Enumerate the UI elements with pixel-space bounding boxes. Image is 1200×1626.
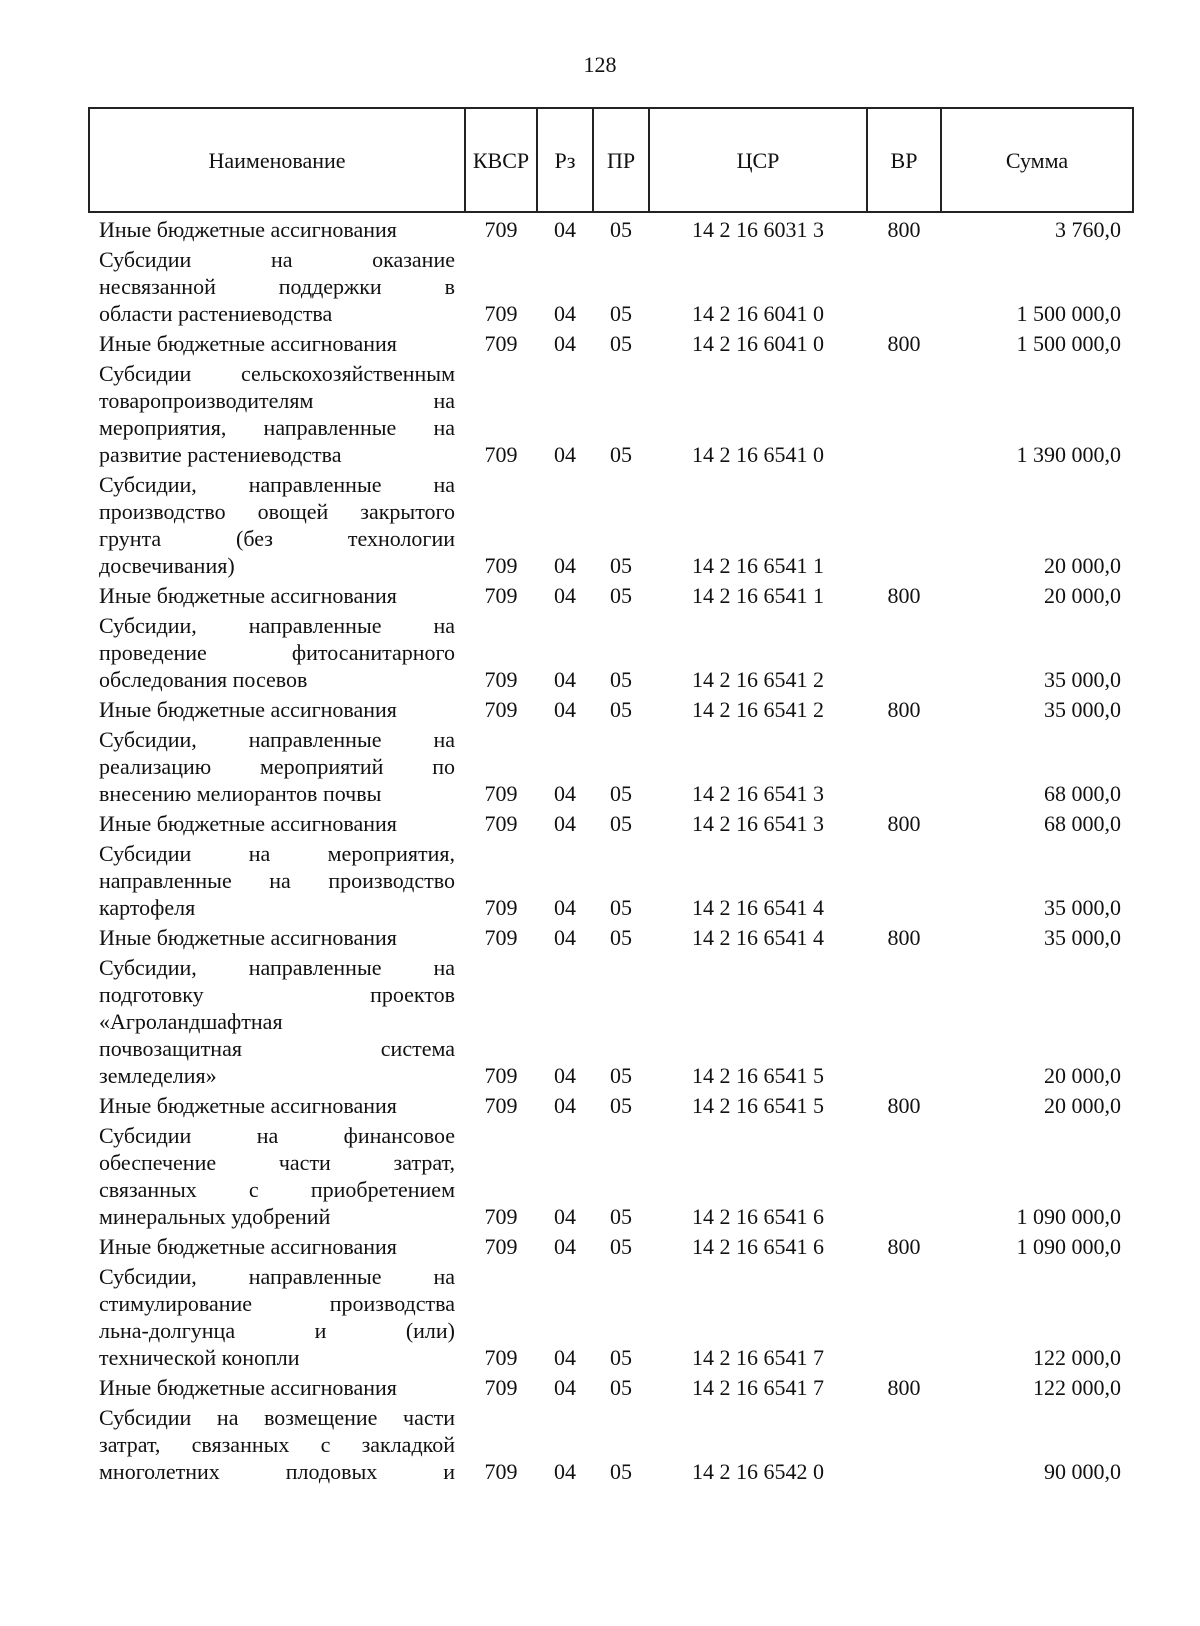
row-vr: 800 <box>887 925 921 950</box>
row-vr: 800 <box>887 1093 921 1118</box>
row-kvsr: 709 <box>484 1063 518 1088</box>
row-name-line: области растениеводства <box>99 301 333 326</box>
row-name-line: затрат, связанных с закладкой <box>99 1432 455 1457</box>
row-name-line: несвязанной поддержки в <box>99 274 455 299</box>
row-name-line: Иные бюджетные ассигнования <box>99 697 397 722</box>
row-csr: 14 2 16 6542 0 <box>692 1459 824 1484</box>
row-kvsr: 709 <box>484 1459 518 1484</box>
table-row <box>89 609 1133 693</box>
row-name-line: Иные бюджетные ассигнования <box>99 1234 397 1259</box>
row-name <box>89 1260 465 1371</box>
table-row <box>89 1089 1133 1119</box>
row-sum: 20 000,0 <box>1044 1063 1121 1088</box>
row-sum: 35 000,0 <box>1044 925 1121 950</box>
row-name-line: реализацию мероприятий по <box>99 754 455 779</box>
row-kvsr: 709 <box>484 925 518 950</box>
table-row <box>89 837 1133 921</box>
table-row <box>89 357 1133 468</box>
row-pr: 05 <box>610 811 632 836</box>
row-kvsr: 709 <box>484 1234 518 1259</box>
row-pr: 05 <box>610 895 632 920</box>
row-name-line: досвечивания) <box>99 553 235 578</box>
row-name-line: Иные бюджетные ассигнования <box>99 583 397 608</box>
row-name-line: Субсидии, направленные на <box>99 727 455 752</box>
row-csr: 14 2 16 6031 3 <box>692 217 824 242</box>
row-csr: 14 2 16 6541 7 <box>692 1345 824 1370</box>
row-name <box>89 327 465 357</box>
row-name <box>89 609 465 693</box>
row-kvsr: 709 <box>484 301 518 326</box>
row-name-line: технической конопли <box>99 1345 300 1370</box>
row-name <box>89 1401 465 1485</box>
row-sum: 3 760,0 <box>1055 217 1121 242</box>
row-csr: 14 2 16 6041 0 <box>692 301 824 326</box>
table-row <box>89 951 1133 1089</box>
row-name-line: картофеля <box>99 895 196 920</box>
row-name <box>89 243 465 327</box>
row-name <box>89 921 465 951</box>
row-sum: 35 000,0 <box>1044 697 1121 722</box>
row-name <box>89 212 465 243</box>
row-vr <box>867 243 941 327</box>
header-kvsr: КВСР <box>465 108 537 212</box>
row-name-line: Субсидии, направленные на <box>99 955 455 980</box>
row-name-line: развитие растениеводства <box>99 442 342 467</box>
row-kvsr: 709 <box>484 667 518 692</box>
row-name-line: стимулирование производства <box>99 1291 455 1316</box>
row-name <box>89 1230 465 1260</box>
row-name <box>89 579 465 609</box>
row-sum: 1 090 000,0 <box>1016 1204 1121 1229</box>
row-kvsr: 709 <box>484 811 518 836</box>
page-number: 128 <box>583 52 617 77</box>
row-name-line: Иные бюджетные ассигнования <box>99 1375 397 1400</box>
row-pr: 05 <box>610 1459 632 1484</box>
table-row <box>89 1230 1133 1260</box>
row-kvsr: 709 <box>484 553 518 578</box>
row-rz: 04 <box>554 781 576 806</box>
row-sum: 122 000,0 <box>1033 1375 1121 1400</box>
row-name <box>89 837 465 921</box>
row-pr: 05 <box>610 1063 632 1088</box>
row-sum: 35 000,0 <box>1044 667 1121 692</box>
row-name-line: грунта (без технологии <box>99 526 455 551</box>
row-name <box>89 1089 465 1119</box>
row-pr: 05 <box>610 1375 632 1400</box>
row-name <box>89 723 465 807</box>
row-vr <box>867 609 941 693</box>
row-name-line: Субсидии на мероприятия, <box>99 841 455 866</box>
row-name <box>89 1371 465 1401</box>
row-sum: 1 500 000,0 <box>1016 301 1121 326</box>
row-name-line: производство овощей закрытого <box>99 499 455 524</box>
table-row <box>89 1119 1133 1230</box>
row-kvsr: 709 <box>484 781 518 806</box>
row-csr: 14 2 16 6541 3 <box>692 811 824 836</box>
row-pr: 05 <box>610 1345 632 1370</box>
row-rz: 04 <box>554 553 576 578</box>
row-vr <box>867 837 941 921</box>
row-pr: 05 <box>610 667 632 692</box>
row-kvsr: 709 <box>484 1345 518 1370</box>
row-kvsr: 709 <box>484 697 518 722</box>
row-rz: 04 <box>554 667 576 692</box>
row-pr: 05 <box>610 553 632 578</box>
row-kvsr: 709 <box>484 583 518 608</box>
row-vr <box>867 723 941 807</box>
row-csr: 14 2 16 6541 1 <box>692 553 824 578</box>
row-rz: 04 <box>554 895 576 920</box>
table-row <box>89 243 1133 327</box>
row-name-line: Субсидии, направленные на <box>99 613 455 638</box>
row-csr: 14 2 16 6541 5 <box>692 1063 824 1088</box>
row-name-line: Иные бюджетные ассигнования <box>99 925 397 950</box>
row-name-line: Субсидии сельскохозяйственным <box>99 361 455 386</box>
row-name-line: Иные бюджетные ассигнования <box>99 1093 397 1118</box>
row-kvsr: 709 <box>484 1093 518 1118</box>
row-rz: 04 <box>554 331 576 356</box>
row-name-line: Иные бюджетные ассигнования <box>99 331 397 356</box>
row-rz: 04 <box>554 301 576 326</box>
row-name-line: Субсидии на оказание <box>99 247 455 272</box>
row-rz: 04 <box>554 217 576 242</box>
row-rz: 04 <box>554 925 576 950</box>
row-pr: 05 <box>610 442 632 467</box>
table-header <box>89 108 1133 212</box>
header-csr: ЦСР <box>649 108 867 212</box>
row-name <box>89 951 465 1089</box>
row-rz: 04 <box>554 1063 576 1088</box>
row-name-line: проведение фитосанитарного <box>99 640 455 665</box>
table-row <box>89 579 1133 609</box>
row-pr: 05 <box>610 331 632 356</box>
row-vr <box>867 468 941 579</box>
row-rz: 04 <box>554 1234 576 1259</box>
row-sum: 68 000,0 <box>1044 811 1121 836</box>
row-name <box>89 1119 465 1230</box>
row-sum: 20 000,0 <box>1044 1093 1121 1118</box>
row-rz: 04 <box>554 1093 576 1118</box>
row-csr: 14 2 16 6541 6 <box>692 1204 824 1229</box>
table-row <box>89 1260 1133 1371</box>
row-csr: 14 2 16 6541 4 <box>692 925 824 950</box>
row-kvsr: 709 <box>484 331 518 356</box>
row-rz: 04 <box>554 1375 576 1400</box>
row-kvsr: 709 <box>484 217 518 242</box>
row-vr <box>867 1119 941 1230</box>
row-vr <box>867 951 941 1089</box>
row-name-line: льна-долгунца и (или) <box>99 1318 455 1343</box>
row-sum: 20 000,0 <box>1044 553 1121 578</box>
row-name-line: «Агроландшафтная <box>99 1009 283 1034</box>
row-vr <box>867 357 941 468</box>
row-kvsr: 709 <box>484 1375 518 1400</box>
row-rz: 04 <box>554 442 576 467</box>
row-sum: 90 000,0 <box>1044 1459 1121 1484</box>
header-rz: Рз <box>537 108 593 212</box>
row-pr: 05 <box>610 217 632 242</box>
row-pr: 05 <box>610 1093 632 1118</box>
row-vr: 800 <box>887 811 921 836</box>
row-sum: 122 000,0 <box>1033 1345 1121 1370</box>
row-vr: 800 <box>887 1234 921 1259</box>
header-pr: ПР <box>593 108 649 212</box>
row-rz: 04 <box>554 1345 576 1370</box>
row-name-line: обследования посевов <box>99 667 308 692</box>
row-kvsr: 709 <box>484 442 518 467</box>
row-kvsr: 709 <box>484 1204 518 1229</box>
row-name-line: Субсидии на возмещение части <box>99 1405 455 1430</box>
row-csr: 14 2 16 6541 5 <box>692 1093 824 1118</box>
row-vr <box>867 1260 941 1371</box>
row-name-line: минеральных удобрений <box>99 1204 331 1229</box>
row-sum: 1 500 000,0 <box>1016 331 1121 356</box>
row-pr: 05 <box>610 925 632 950</box>
budget-table <box>88 107 1134 1485</box>
row-vr: 800 <box>887 697 921 722</box>
row-name <box>89 357 465 468</box>
row-vr <box>867 1401 941 1485</box>
row-name-line: связанных с приобретением <box>99 1177 455 1202</box>
row-pr: 05 <box>610 781 632 806</box>
row-pr: 05 <box>610 697 632 722</box>
row-vr: 800 <box>887 1375 921 1400</box>
row-name-line: мероприятия, направленные на <box>99 415 455 440</box>
row-vr: 800 <box>887 583 921 608</box>
table-row <box>89 693 1133 723</box>
row-sum: 68 000,0 <box>1044 781 1121 806</box>
row-pr: 05 <box>610 301 632 326</box>
row-name-line: Иные бюджетные ассигнования <box>99 811 397 836</box>
row-name-line: направленные на производство <box>99 868 455 893</box>
row-name-line: Иные бюджетные ассигнования <box>99 217 397 242</box>
row-name-line: Субсидии, направленные на <box>99 472 455 497</box>
table-row <box>89 921 1133 951</box>
row-kvsr: 709 <box>484 895 518 920</box>
row-vr: 800 <box>887 217 921 242</box>
row-sum: 1 390 000,0 <box>1016 442 1121 467</box>
row-name <box>89 693 465 723</box>
row-rz: 04 <box>554 1459 576 1484</box>
table-row <box>89 212 1133 243</box>
header-vr: ВР <box>867 108 941 212</box>
table-row <box>89 327 1133 357</box>
row-name-line: внесению мелиорантов почвы <box>99 781 382 806</box>
row-rz: 04 <box>554 697 576 722</box>
table-row <box>89 1401 1133 1485</box>
row-sum: 1 090 000,0 <box>1016 1234 1121 1259</box>
row-name-line: товаропроизводителям на <box>99 388 455 413</box>
row-sum: 20 000,0 <box>1044 583 1121 608</box>
row-name-line: Субсидии, направленные на <box>99 1264 455 1289</box>
row-rz: 04 <box>554 583 576 608</box>
table-body <box>89 212 1133 1485</box>
row-csr: 14 2 16 6541 0 <box>692 442 824 467</box>
row-rz: 04 <box>554 811 576 836</box>
table-row <box>89 807 1133 837</box>
row-name-line: обеспечение части затрат, <box>99 1150 455 1175</box>
row-csr: 14 2 16 6541 2 <box>692 667 824 692</box>
row-name <box>89 807 465 837</box>
row-name-line: подготовку проектов <box>99 982 455 1007</box>
row-sum: 35 000,0 <box>1044 895 1121 920</box>
row-rz: 04 <box>554 1204 576 1229</box>
row-csr: 14 2 16 6541 3 <box>692 781 824 806</box>
row-pr: 05 <box>610 1234 632 1259</box>
row-pr: 05 <box>610 583 632 608</box>
table-row <box>89 468 1133 579</box>
row-csr: 14 2 16 6541 7 <box>692 1375 824 1400</box>
row-csr: 14 2 16 6541 2 <box>692 697 824 722</box>
row-csr: 14 2 16 6541 1 <box>692 583 824 608</box>
row-name-line: земледелия» <box>99 1063 217 1088</box>
header-name: Наименование <box>89 108 465 212</box>
table-row <box>89 723 1133 807</box>
row-name-line: почвозащитная система <box>99 1036 455 1061</box>
row-csr: 14 2 16 6541 4 <box>692 895 824 920</box>
header-sum: Сумма <box>941 108 1133 212</box>
table-row <box>89 1371 1133 1401</box>
row-name-line: Субсидии на финансовое <box>99 1123 455 1148</box>
row-csr: 14 2 16 6541 6 <box>692 1234 824 1259</box>
row-pr: 05 <box>610 1204 632 1229</box>
row-name-line: многолетних плодовых и <box>99 1459 455 1484</box>
row-csr: 14 2 16 6041 0 <box>692 331 824 356</box>
row-name <box>89 468 465 579</box>
row-vr: 800 <box>887 331 921 356</box>
